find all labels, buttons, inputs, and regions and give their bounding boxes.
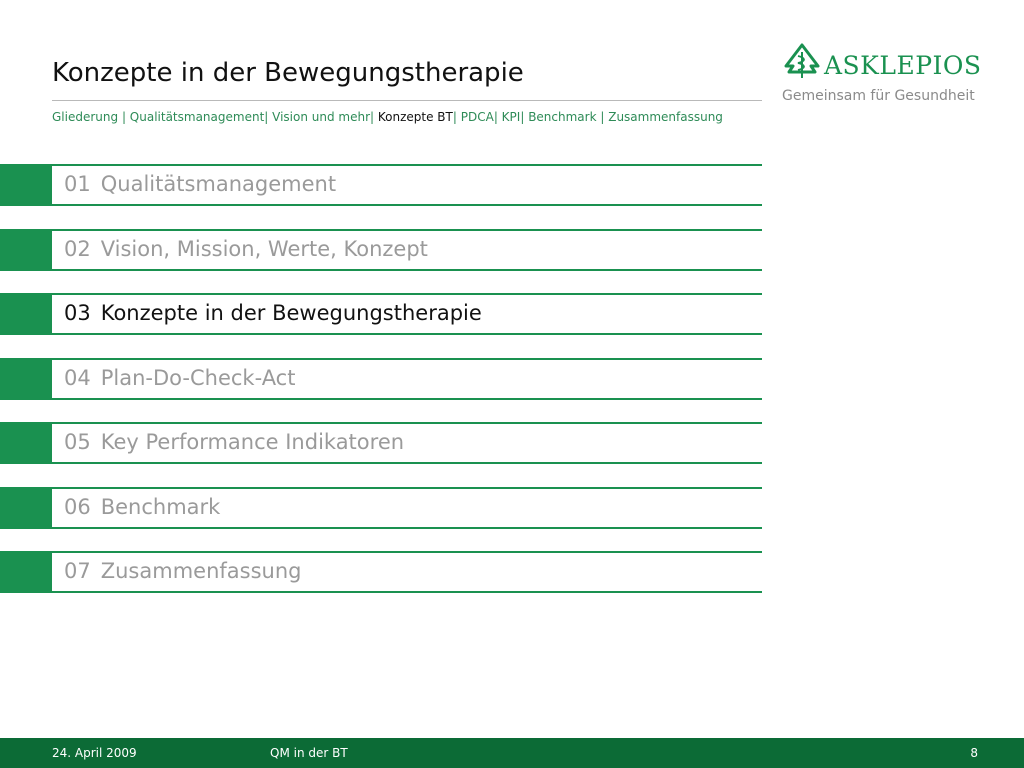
agenda-item-text	[64, 495, 220, 519]
breadcrumb-item[interactable]: Qualitätsmanagement	[129, 110, 265, 124]
agenda-item-tab	[0, 551, 52, 593]
agenda-item-tab	[0, 487, 52, 529]
brand-tagline: Gemeinsam für Gesundheit	[782, 88, 975, 104]
agenda-item-label: Vision, Mission, Werte, Konzept	[100, 237, 428, 261]
agenda-item-rule-top	[52, 551, 762, 553]
agenda-item-tab	[0, 358, 52, 400]
agenda-item-rule-top	[52, 293, 762, 295]
footer-bar	[0, 738, 1024, 768]
footer-topic: QM in der BT	[270, 746, 348, 760]
title-divider	[52, 100, 762, 101]
agenda-item-label: Plan-Do-Check-Act	[100, 366, 296, 390]
breadcrumb-separator: |	[370, 110, 378, 124]
agenda-item-number: 03	[64, 301, 91, 325]
breadcrumb-separator: |	[118, 110, 130, 124]
breadcrumb-item[interactable]: Benchmark	[528, 110, 597, 124]
agenda-item[interactable]	[0, 551, 762, 593]
agenda-item-rule-top	[52, 422, 762, 424]
breadcrumb-item[interactable]: KPI	[501, 110, 521, 124]
agenda-item-label: Benchmark	[100, 495, 221, 519]
agenda-item[interactable]	[0, 164, 762, 206]
agenda-item-text	[64, 301, 482, 325]
agenda-item-tab	[0, 164, 52, 206]
agenda-item-label: Key Performance Indikatoren	[100, 430, 405, 454]
agenda-item-rule-bottom	[52, 462, 762, 464]
agenda-item-rule-top	[52, 164, 762, 166]
agenda-item[interactable]	[0, 229, 762, 271]
agenda-item-rule-bottom	[52, 398, 762, 400]
agenda-item-number: 07	[64, 559, 91, 583]
agenda-item-text	[64, 237, 428, 261]
breadcrumb-item[interactable]: Vision und mehr	[272, 110, 371, 124]
agenda-item-label: Konzepte in der Bewegungstherapie	[100, 301, 482, 325]
brand-name: ASKLEPIOS	[824, 51, 982, 80]
breadcrumb-separator: |	[452, 110, 461, 124]
breadcrumb-item[interactable]: Zusammenfassung	[608, 110, 723, 124]
agenda-item-text	[64, 559, 301, 583]
agenda-item-rule-bottom	[52, 527, 762, 529]
agenda-item-rule-bottom	[52, 591, 762, 593]
breadcrumb-item[interactable]: Konzepte BT	[377, 110, 453, 124]
agenda-item-number: 06	[64, 495, 91, 519]
agenda-item-text	[64, 366, 295, 390]
agenda-item[interactable]	[0, 293, 762, 335]
page-number: 8	[970, 746, 978, 760]
footer-date: 24. April 2009	[52, 746, 137, 760]
agenda-item-label: Qualitätsmanagement	[100, 172, 337, 196]
agenda-item[interactable]	[0, 422, 762, 464]
agenda-item-text	[64, 430, 404, 454]
agenda-item-rule-top	[52, 487, 762, 489]
asklepios-emblem-icon	[782, 42, 822, 82]
agenda-item-rule-top	[52, 358, 762, 360]
agenda-item-tab	[0, 229, 52, 271]
agenda-item-number: 02	[64, 237, 91, 261]
agenda-item-text	[64, 172, 336, 196]
breadcrumb-item[interactable]: Gliederung	[52, 110, 119, 124]
breadcrumb-item[interactable]: PDCA	[460, 110, 494, 124]
agenda-item-rule-bottom	[52, 204, 762, 206]
breadcrumb-separator: |	[264, 110, 273, 124]
breadcrumb-separator: |	[493, 110, 502, 124]
breadcrumb	[52, 110, 723, 124]
agenda-item-rule-top	[52, 229, 762, 231]
agenda-item-tab	[0, 293, 52, 335]
agenda-item-number: 01	[64, 172, 91, 196]
agenda-item[interactable]	[0, 487, 762, 529]
breadcrumb-separator: |	[596, 110, 609, 124]
slide-title: Konzepte in der Bewegungstherapie	[52, 58, 524, 88]
agenda-item-rule-bottom	[52, 333, 762, 335]
agenda-item-label: Zusammenfassung	[100, 559, 302, 583]
agenda-item-number: 05	[64, 430, 91, 454]
agenda-item-rule-bottom	[52, 269, 762, 271]
asklepios-logo	[780, 42, 990, 112]
agenda-item[interactable]	[0, 358, 762, 400]
breadcrumb-separator: |	[520, 110, 529, 124]
agenda-item-tab	[0, 422, 52, 464]
agenda-item-number: 04	[64, 366, 91, 390]
